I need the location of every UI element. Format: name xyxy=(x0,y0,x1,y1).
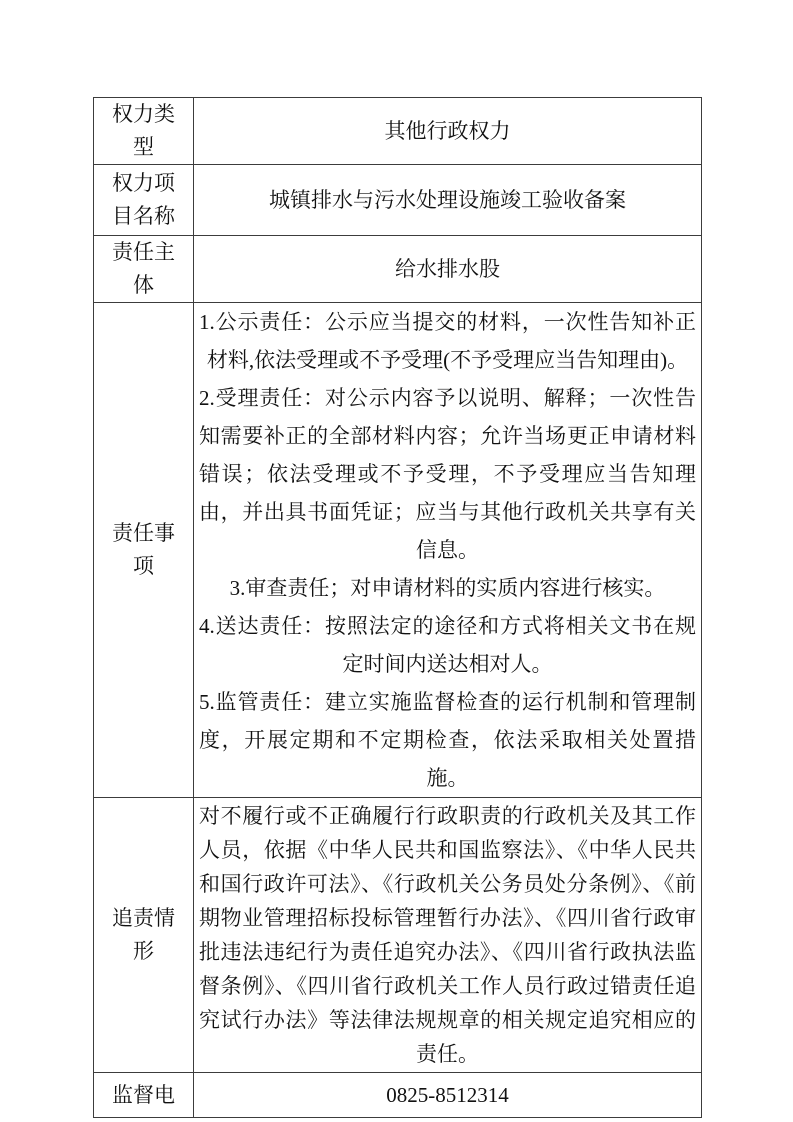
row-label-cell xyxy=(94,165,194,236)
row-label-cell xyxy=(94,1073,194,1118)
paragraph: 5.监管责任：建立实施监督检查的运行机制和管理制度，开展定期和不定期检查，依法采取相关处置措施。 xyxy=(199,690,696,790)
row-label-cell xyxy=(94,798,194,1073)
paragraph: 对不履行或不正确履行行政职责的行政机关及其工作人员，依据《中华人民共和国监察法》、《中华人民共和国行政许可法》、《行政机关公务员处分条例》、《前期物业管理招标投标管理暂行办法》、《四川省行政审批违法违纪行为责任追究办法》、《四川省行政执法监督条例》、《四川省行政机关工作人员行政过错责任追究试行办法》等法律法规规章的相关规定追究相应的责任。 xyxy=(199,804,696,1066)
paragraph: 3.审查责任；对申请材料的实质内容进行核实。 xyxy=(229,576,666,600)
row-value xyxy=(194,798,702,1073)
row-value: 其他行政权力 xyxy=(194,98,702,165)
row-label: 监督电 xyxy=(112,1082,175,1107)
row-value: 给水排水股 xyxy=(194,236,702,303)
table-row xyxy=(94,98,702,165)
document-table xyxy=(93,97,702,1118)
row-label: 权力类型 xyxy=(112,102,175,159)
table-row xyxy=(94,165,702,236)
row-label-cell xyxy=(94,98,194,165)
row-value: 0825-8512314 xyxy=(194,1073,702,1118)
row-label: 责任主体 xyxy=(112,240,175,297)
row-value xyxy=(194,303,702,798)
row-label-cell xyxy=(94,303,194,798)
table-row xyxy=(94,1073,702,1118)
row-label: 责任事项 xyxy=(112,521,175,578)
paragraph: 2.受理责任：对公示内容予以说明、解释；一次性告知需要补正的全部材料内容；允许当场更正申请材料错误；依法受理或不予受理，不予受理应当告知理由，并出具书面凭证；应当与其他行政机关共享有关信息。 xyxy=(199,386,696,562)
table-row xyxy=(94,798,702,1073)
table-row xyxy=(94,303,702,798)
row-label-cell xyxy=(94,236,194,303)
paragraph: 1.公示责任：公示应当提交的材料，一次性告知补正材料,依法受理或不予受理(不予受理应当告知理由)。 xyxy=(199,310,696,372)
row-label: 追责情形 xyxy=(112,906,175,963)
row-label: 权力项目名称 xyxy=(112,171,175,228)
table-row xyxy=(94,236,702,303)
paragraph: 4.送达责任：按照法定的途径和方式将相关文书在规定时间内送达相对人。 xyxy=(199,614,696,676)
row-value: 城镇排水与污水处理设施竣工验收备案 xyxy=(194,165,702,236)
